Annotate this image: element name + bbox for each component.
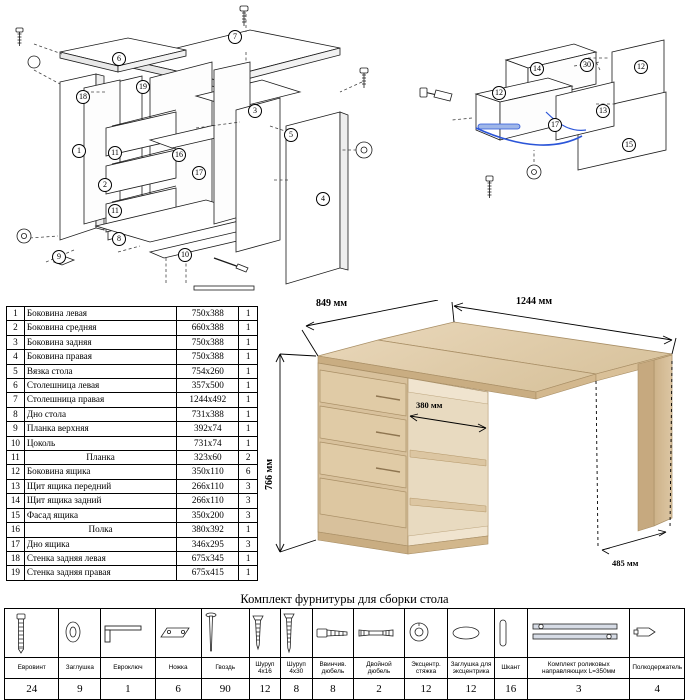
part-no: 9 — [7, 422, 25, 436]
kit-counts-row — [5, 679, 685, 700]
part-no: 17 — [7, 537, 25, 551]
part-size: 392x74 — [177, 422, 239, 436]
part-name: Планка — [24, 451, 176, 465]
table-row — [7, 451, 258, 465]
part-qty: 1 — [239, 566, 258, 580]
part-size: 750x388 — [177, 350, 239, 364]
part-size: 750x388 — [177, 335, 239, 349]
part-no: 4 — [7, 350, 25, 364]
table-row — [7, 393, 258, 407]
part-name: Стенка задняя левая — [24, 551, 176, 565]
nail-icon — [201, 609, 249, 658]
part-qty: 1 — [239, 307, 258, 321]
kit-item-count: 3 — [527, 679, 630, 700]
callout-17b: 17 — [548, 118, 562, 132]
callout-11: 11 — [108, 146, 122, 160]
part-no: 16 — [7, 523, 25, 537]
part-qty: 1 — [239, 422, 258, 436]
part-size: 731x388 — [177, 407, 239, 421]
callout-4: 4 — [316, 192, 330, 206]
callout-17: 17 — [192, 166, 206, 180]
kit-item-count: 8 — [312, 679, 354, 700]
part-qty: 3 — [239, 537, 258, 551]
callout-15: 15 — [622, 138, 636, 152]
euro-key-icon — [101, 609, 155, 658]
dim-left-top: 849 мм — [316, 298, 348, 309]
table-row — [7, 566, 258, 580]
kit-item-count: 9 — [59, 679, 101, 700]
part-name: Боковина ящика — [24, 465, 176, 479]
part-qty: 1 — [239, 364, 258, 378]
kit-item-name: Комплект роликовых направляющих L=350мм — [527, 658, 630, 679]
dim-inner: 380 мм — [416, 400, 443, 410]
part-name: Боковина правая — [24, 350, 176, 364]
part-size: 750x388 — [177, 307, 239, 321]
part-name: Полка — [24, 523, 176, 537]
kit-item-count: 90 — [201, 679, 249, 700]
callout-13: 13 — [596, 104, 610, 118]
kit-item-name: Шкант — [494, 658, 527, 679]
kit-item-name: Евровинт — [5, 658, 59, 679]
parts-list-body — [7, 307, 258, 581]
shelf-support-icon — [630, 609, 685, 658]
part-name: Щит ящика задний — [24, 494, 176, 508]
callout-18: 18 — [76, 90, 90, 104]
desk-svg — [258, 300, 686, 588]
table-row — [7, 407, 258, 421]
part-name: Столешница правая — [24, 393, 176, 407]
callout-3: 3 — [248, 104, 262, 118]
table-row — [7, 364, 258, 378]
callout-16: 16 — [172, 148, 186, 162]
euro-screw-icon — [5, 609, 59, 658]
kit-item-name: Евроключ — [101, 658, 155, 679]
part-size: 266х110 — [177, 479, 239, 493]
callout-8: 8 — [112, 232, 126, 246]
part-name: Планка верхняя — [24, 422, 176, 436]
kit-item-count: 16 — [494, 679, 527, 700]
part-name: Боковина левая — [24, 307, 176, 321]
part-size: 731x74 — [177, 436, 239, 450]
callout-30: 30 — [580, 58, 594, 72]
part-name: Боковина задняя — [24, 335, 176, 349]
kit-item-count: 24 — [5, 679, 59, 700]
part-name: Щит ящика передний — [24, 479, 176, 493]
kit-item-name: Шуруп 4х30 — [281, 658, 312, 679]
dowel-pin-icon — [494, 609, 527, 658]
callout-7: 7 — [228, 30, 242, 44]
part-name: Боковина средняя — [24, 321, 176, 335]
cam-lock-icon — [404, 609, 448, 658]
kit-names-row — [5, 658, 685, 679]
part-size: 675х345 — [177, 551, 239, 565]
callout-14: 14 — [530, 62, 544, 76]
screw-4x30-icon — [281, 609, 312, 658]
part-no: 14 — [7, 494, 25, 508]
table-row — [7, 379, 258, 393]
callout-5: 5 — [284, 128, 298, 142]
callout-10: 10 — [178, 248, 192, 262]
part-size: 323x60 — [177, 451, 239, 465]
kit-item-name: Двойной дюбель — [354, 658, 404, 679]
part-size: 350x110 — [177, 465, 239, 479]
part-size: 1244x492 — [177, 393, 239, 407]
table-row — [7, 307, 258, 321]
part-no: 19 — [7, 566, 25, 580]
part-size: 754x260 — [177, 364, 239, 378]
part-name: Вязка стола — [24, 364, 176, 378]
part-name: Фасад ящика — [24, 508, 176, 522]
kit-item-name: Заглушка — [59, 658, 101, 679]
table-row — [7, 321, 258, 335]
kit-item-count: 12 — [448, 679, 494, 700]
callout-1: 1 — [72, 144, 86, 158]
table-row — [7, 508, 258, 522]
screw-4x16-icon — [249, 609, 280, 658]
part-qty: 3 — [239, 508, 258, 522]
kit-item-name: Эксцентр. стяжка — [404, 658, 448, 679]
part-no: 13 — [7, 479, 25, 493]
screw-in-dowel-icon — [312, 609, 354, 658]
part-size: 660x388 — [177, 321, 239, 335]
table-row — [7, 551, 258, 565]
part-no: 6 — [7, 379, 25, 393]
dim-right-top: 1244 мм — [516, 296, 553, 307]
part-no: 18 — [7, 551, 25, 565]
part-qty: 1 — [239, 379, 258, 393]
roller-slides-icon — [527, 609, 630, 658]
kit-icons-row — [5, 609, 685, 658]
part-no: 3 — [7, 335, 25, 349]
table-row — [7, 335, 258, 349]
table-row — [7, 494, 258, 508]
kit-item-name: Ввинчив. дюбель — [312, 658, 354, 679]
part-size: 266х110 — [177, 494, 239, 508]
leg-icon — [155, 609, 201, 658]
part-name: Дно стола — [24, 407, 176, 421]
kit-title: Комплект фурнитуры для сборки стола — [240, 592, 449, 606]
kit-item-count: 1 — [101, 679, 155, 700]
exploded-view-svg — [0, 0, 689, 295]
part-qty: 6 — [239, 465, 258, 479]
kit-item-name: Заглушка для эксцентрика — [448, 658, 494, 679]
part-no: 10 — [7, 436, 25, 450]
part-no: 8 — [7, 407, 25, 421]
part-name: Стенка задняя правая — [24, 566, 176, 580]
table-row — [7, 436, 258, 450]
part-qty: 1 — [239, 523, 258, 537]
part-size: 675х415 — [177, 566, 239, 580]
part-name: Столешница левая — [24, 379, 176, 393]
kit-item-count: 12 — [249, 679, 280, 700]
part-qty: 1 — [239, 407, 258, 421]
kit-item-name: Ножка — [155, 658, 201, 679]
table-row — [7, 537, 258, 551]
part-qty: 1 — [239, 436, 258, 450]
hardware-kit-table — [4, 608, 685, 700]
kit-item-count: 12 — [404, 679, 448, 700]
assembled-desk-view — [258, 296, 686, 588]
part-no: 2 — [7, 321, 25, 335]
part-size: 346х295 — [177, 537, 239, 551]
part-qty: 1 — [239, 551, 258, 565]
kit-item-name: Полкодержатель — [630, 658, 685, 679]
table-row — [7, 523, 258, 537]
part-name: Дно ящика — [24, 537, 176, 551]
part-size: 350х200 — [177, 508, 239, 522]
exploded-view-diagram — [0, 0, 689, 295]
part-size: 357x500 — [177, 379, 239, 393]
part-no: 1 — [7, 307, 25, 321]
part-qty: 2 — [239, 451, 258, 465]
callout-9: 9 — [52, 250, 66, 264]
part-no: 11 — [7, 451, 25, 465]
kit-item-count: 6 — [155, 679, 201, 700]
part-qty: 1 — [239, 321, 258, 335]
table-row — [7, 479, 258, 493]
parts-list-table — [6, 306, 258, 581]
table-row — [7, 422, 258, 436]
kit-item-count: 2 — [354, 679, 404, 700]
callout-2: 2 — [98, 178, 112, 192]
part-qty: 1 — [239, 335, 258, 349]
part-no: 15 — [7, 508, 25, 522]
part-name: Цоколь — [24, 436, 176, 450]
part-no: 5 — [7, 364, 25, 378]
table-row — [7, 350, 258, 364]
part-size: 380х392 — [177, 523, 239, 537]
callout-19: 19 — [136, 80, 150, 94]
kit-item-name: Шуруп 4х16 — [249, 658, 280, 679]
part-qty: 3 — [239, 494, 258, 508]
cam-cap-icon — [448, 609, 494, 658]
dim-depth: 485 мм — [612, 558, 639, 568]
dim-height: 766 мм — [264, 458, 275, 490]
part-no: 12 — [7, 465, 25, 479]
part-qty: 1 — [239, 393, 258, 407]
part-qty: 3 — [239, 479, 258, 493]
kit-item-count: 4 — [630, 679, 685, 700]
kit-item-count: 8 — [281, 679, 312, 700]
double-dowel-icon — [354, 609, 404, 658]
callout-6: 6 — [112, 52, 126, 66]
kit-item-name: Гвоздь — [201, 658, 249, 679]
callout-12a: 12 — [634, 60, 648, 74]
table-row — [7, 465, 258, 479]
callout-11b: 11 — [108, 204, 122, 218]
cap-icon — [59, 609, 101, 658]
part-no: 7 — [7, 393, 25, 407]
part-qty: 1 — [239, 350, 258, 364]
callout-12b: 12 — [492, 86, 506, 100]
